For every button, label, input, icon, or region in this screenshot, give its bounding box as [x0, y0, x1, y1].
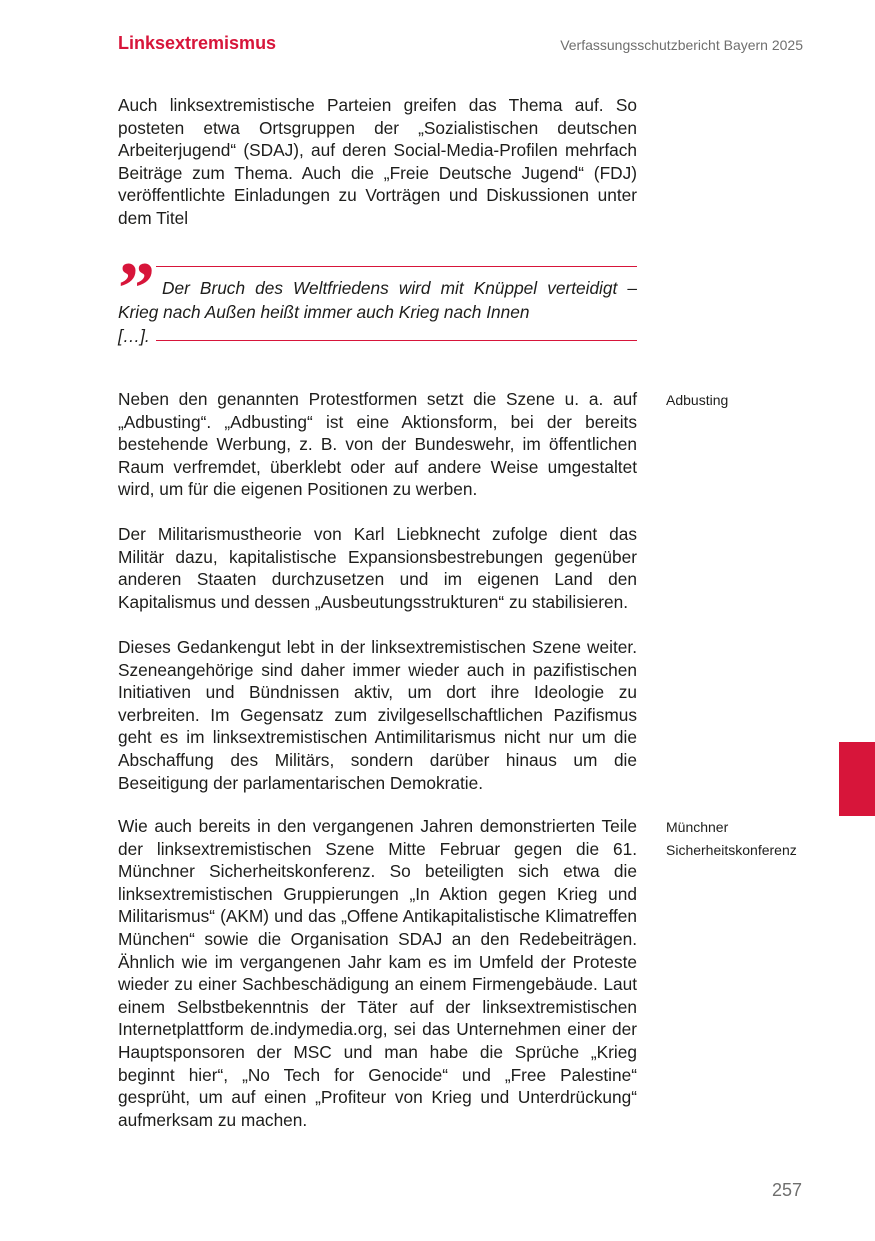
quote-top-rule: [156, 266, 637, 267]
paragraph-parties: Auch linksextremistische Parteien greifen das Thema auf. So posteten etwa Ortsgruppen der „Sozialistischen deutschen Arbeiterjugend“ (SDAJ), auf deren Social-Media-Profilen mehrfach Beiträge zum Thema. Auch die „Freie Deutsche Jugend“ (FDJ) veröffentlichte Einladungen zu Vorträgen und Diskussionen unter dem Titel: [118, 95, 637, 228]
margin-note-adbusting: Adbusting: [666, 392, 729, 408]
publication-title: Verfassungsschutzbericht Bayern 2025: [560, 37, 803, 53]
quote-ending: […].: [118, 326, 150, 346]
blockquote: [118, 248, 637, 346]
margin-note-msc-line1: Münchner: [666, 819, 729, 835]
quote-bottom-rule: [156, 340, 637, 341]
page-number: 257: [771, 1180, 802, 1200]
paragraph-msc: Wie auch bereits in den vergangenen Jahren demonstrierten Teile der linksextremistischen Szene Mitte Februar gegen die 61. Münchner Sicherheitskonferenz. So beteiligten sich etwa die linksextremistischen Gruppierungen „In Aktion gegen Krieg und Militarismus“ (AKM) und das „Offene Antikapitalistische Klimatreffen München“ sowie die Organisation SDAJ an den Redebeiträgen. Ähnlich wie im vergangenen Jahr kam es im Umfeld der Proteste wieder zu einer Sachbeschädigung an einem Firmengebäude. Laut einem Selbstbekenntnis der Täter auf der linksextremistischen Internetplattform de.indymedia.org, sei das Unternehmen einer der Hauptsponsoren der MSC und man habe die Sprüche „Krieg beginnt hier“, „No Tech for Genocide“ und „Free Palestine“ gesprüht, um auf einen „Profiteur von Krieg und Unterdrückung“ aufmerksam zu machen.: [118, 816, 637, 1130]
paragraph-adbusting: Neben den genannten Protestformen setzt die Szene u. a. auf „Adbusting“. „Adbusting“ ist eine Aktionsform, bei der bereits bestehende Werbung, z. B. von der Bundeswehr, im öffentlichen Raum verfremdet, überklebt oder auf andere Weise umgestaltet wird, um für die eigenen Positionen zu werben.: [118, 389, 637, 500]
paragraph-ideology: Dieses Gedankengut lebt in der linksextremistischen Szene weiter. Szeneangehörige sind daher immer wieder auch in pazifistischen Initiativen und Bündnissen aktiv, um dort ihre Ideologie zu verbreiten. Im Gegensatz zum zivilgesellschaftlichen Pazifismus geht es im linksextremistischen Antimilitarismus nicht nur um die Abschaffung des Militärs, sondern darüber hinaus um die Beseitigung der parlamentarischen Demokratie.: [118, 637, 637, 793]
margin-note-msc-line2: Sicherheitskonferenz: [666, 842, 797, 858]
quote-text: Der Bruch des Weltfriedens wird mit Knüppel verteidigt – Krieg nach Außen heißt immer auch Krieg nach Innen: [118, 278, 637, 322]
chapter-tab-marker: [839, 742, 875, 816]
section-title: Linksextremismus: [118, 33, 277, 53]
quote-mark-icon: ”: [118, 248, 155, 330]
paragraph-militarism: Der Militarismustheorie von Karl Liebknecht zufolge dient das Militär dazu, kapitalistische Expansionsbestrebungen gegenüber anderen Staaten durchzusetzen und im eigenen Land den Kapitalismus und dessen „Ausbeutungsstrukturen“ zu stabilisieren.: [118, 524, 637, 612]
